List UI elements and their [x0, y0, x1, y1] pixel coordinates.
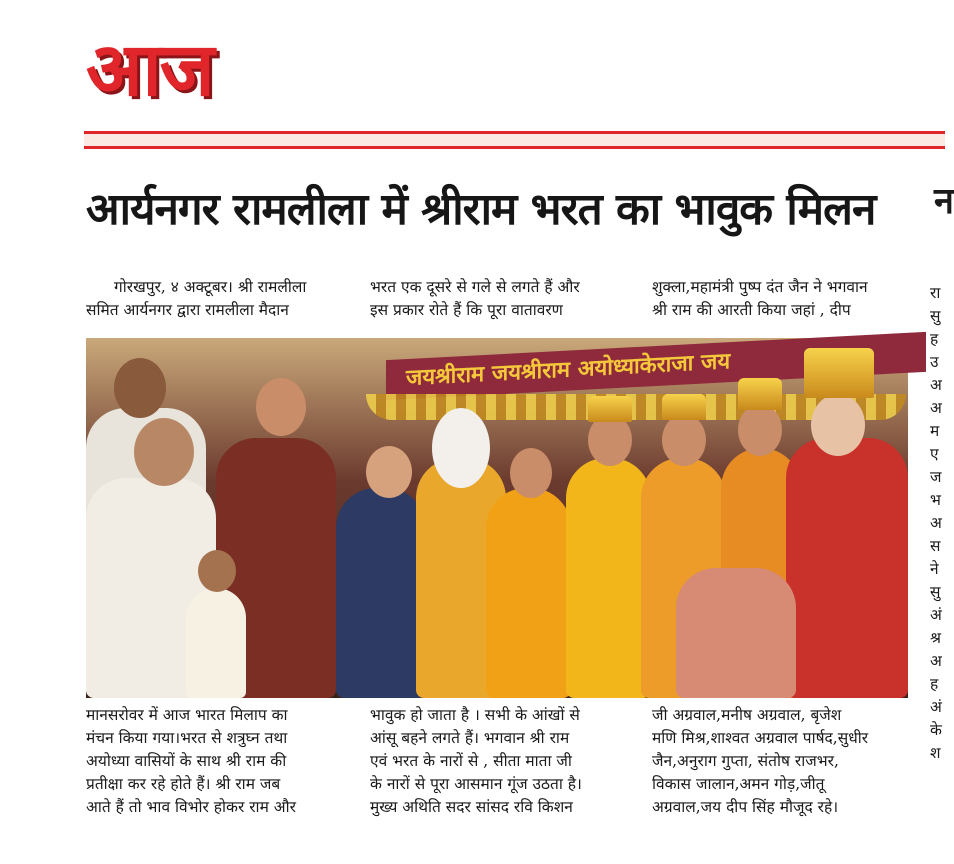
- text-fragment: रा: [930, 284, 941, 302]
- text-fragment: सु: [930, 307, 941, 325]
- text-fragment: अ: [930, 514, 942, 532]
- photo-crown: [588, 396, 632, 422]
- text-line: शुक्ला,महामंत्री पुष्प दंत जैन ने भगवान: [652, 278, 868, 296]
- photo-person-head: [662, 414, 706, 466]
- text-line: मंचन किया गया।भरत से शत्रुघ्न तथा: [86, 729, 288, 747]
- text-line: मणि मिश्र,शाश्वत अग्रवाल पार्षद,सुधीर: [652, 729, 869, 747]
- text-line: मानसरोवर में आज भारत मिलाप का: [86, 706, 288, 724]
- text-line: आंसू बहने लगते हैं। भगवान श्री राम: [370, 729, 570, 747]
- photo-person-head: [256, 378, 306, 436]
- text-line: एवं भरत के नारों से , सीता माता जी: [370, 752, 572, 770]
- text-fragment: उ: [930, 353, 939, 371]
- text-line: के नारों से पूरा आसमान गूंज उठता है।: [370, 775, 582, 793]
- text-fragment: स: [930, 537, 941, 555]
- text-line: मुख्य अथिति सदर सांसद रवि किशन: [370, 798, 573, 816]
- event-photo: [86, 338, 908, 698]
- text-line: जी अग्रवाल,मनीष अग्रवाल, बृजेश: [652, 706, 842, 724]
- photo-person-head: [738, 404, 782, 456]
- text-line: समित आर्यनगर द्वारा रामलीला मैदान: [86, 301, 289, 319]
- masthead-divider: [84, 131, 945, 149]
- text-fragment: भ: [930, 491, 941, 509]
- photo-crown: [662, 394, 706, 420]
- text-fragment: ने: [930, 560, 939, 578]
- photo-sita-costume: [486, 488, 571, 698]
- photo-person-head: [510, 448, 552, 498]
- text-line: भावुक हो जाता है । सभी के आंखों से: [370, 706, 580, 724]
- text-fragment: अं: [930, 606, 942, 624]
- text-fragment: सु: [930, 583, 941, 601]
- article-bottom-column-1: [86, 704, 348, 819]
- article-bottom-column-3: [652, 704, 916, 819]
- text-fragment: अ: [930, 652, 942, 670]
- text-line: विकास जालान,अमन गोड़,जीतू: [652, 775, 825, 793]
- text-fragment: श: [930, 744, 941, 762]
- text-fragment: ए: [930, 445, 939, 463]
- photo-crown: [738, 378, 782, 410]
- article-top-column-3: [652, 276, 914, 322]
- article-bottom-column-2: [370, 704, 632, 819]
- article-headline: आर्यनगर रामलीला में श्रीराम भरत का भावुक मिलन: [86, 184, 876, 235]
- text-fragment: अ: [930, 399, 942, 417]
- photo-person: [336, 488, 426, 698]
- text-line: प्रतीक्षा कर रहे होते हैं। श्री राम जब: [86, 775, 281, 793]
- text-fragment: म: [930, 422, 940, 440]
- text-line: जैन,अनुराग गुप्ता, संतोष राजभर,: [652, 752, 839, 770]
- photo-stage-banner: जयश्रीराम जयश्रीराम अयोध्याकेराजा जय: [386, 332, 926, 400]
- text-line: इस प्रकार रोते हैं कि पूरा वातावरण: [370, 301, 563, 319]
- text-fragment: ह: [930, 330, 939, 348]
- newspaper-masthead: आज: [86, 27, 213, 113]
- text-fragment: ह: [930, 675, 939, 693]
- photo-person-head: [134, 418, 194, 486]
- text-fragment: अं: [930, 698, 942, 716]
- photo-sage-head: [432, 408, 490, 488]
- article-top-column-2: [370, 276, 632, 322]
- text-fragment: अ: [930, 376, 942, 394]
- photo-child: [186, 588, 246, 698]
- adjacent-headline-fragment: न: [934, 181, 954, 222]
- text-fragment: श्र: [930, 629, 941, 647]
- text-line: गोरखपुर, ४ अक्टूबर। श्री रामलीला: [114, 278, 307, 296]
- photo-king-costume: [786, 438, 908, 698]
- text-line: श्री राम की आरती किया जहां , दीप: [652, 301, 851, 319]
- photo-crown: [804, 348, 874, 398]
- photo-child-head: [198, 550, 236, 592]
- photo-person-head: [811, 394, 865, 456]
- article-top-column-1: [86, 276, 346, 322]
- text-fragment: ज: [930, 468, 942, 486]
- text-line: अग्रवाल,जय दीप सिंह मौजूद रहे।: [652, 798, 839, 816]
- photo-kneeling-figure: [676, 568, 796, 698]
- text-line: अयोध्या वासियों के साथ श्री राम की: [86, 752, 287, 770]
- text-line: आते हैं तो भाव विभोर होकर राम और: [86, 798, 296, 816]
- adjacent-article-fragment: [930, 282, 945, 765]
- text-fragment: के: [930, 721, 942, 739]
- photo-person-head: [114, 358, 166, 418]
- photo-person-head: [366, 446, 412, 498]
- photo-ram-costume: [566, 458, 651, 698]
- text-line: भरत एक दूसरे से गले से लगते हैं और: [370, 278, 580, 296]
